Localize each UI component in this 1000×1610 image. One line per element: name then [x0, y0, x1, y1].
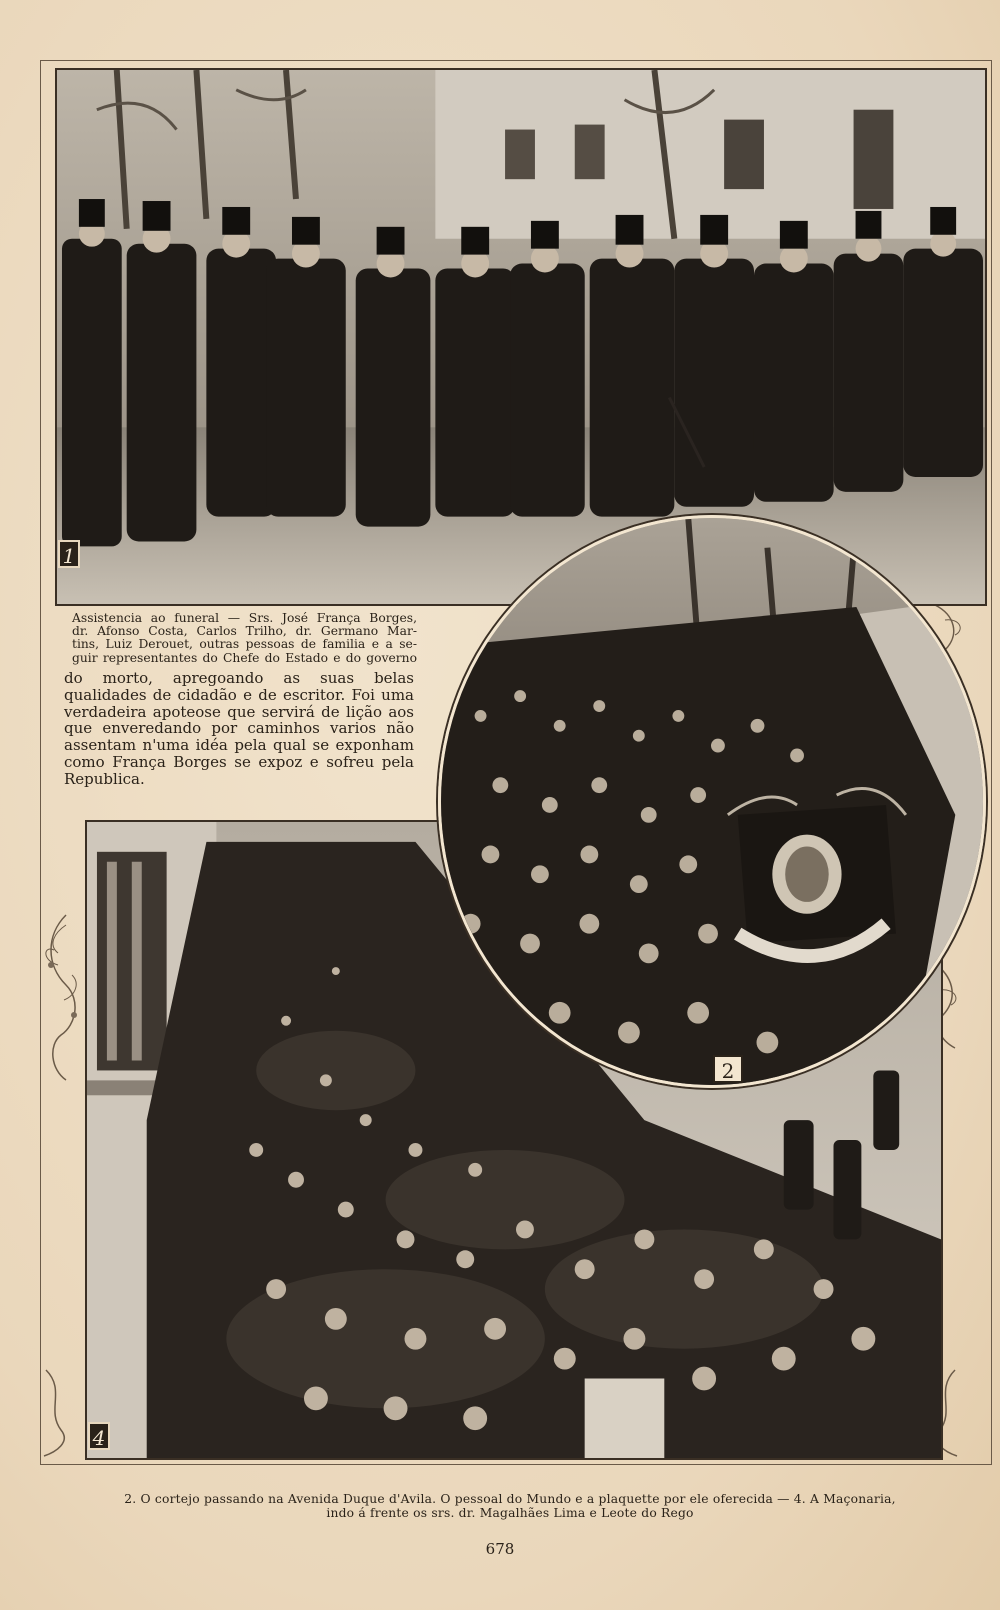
- vine-ornament-left-icon: [36, 905, 86, 1085]
- photo-number-badge: 2: [713, 1055, 743, 1083]
- photo-number-badge: 4: [88, 1422, 110, 1450]
- photo-number-badge: 1: [58, 540, 80, 568]
- photo-cortege-avenida: [438, 515, 986, 1088]
- photo-funeral-dignitaries: [55, 68, 987, 606]
- article-text: do morto, apregoando as suas belas qualidades de cidadão e de escritor. Foi uma verdadeira apoteose que servirá de lição aos que enveredando por caminhos varios não assentam n'uma idéa pela qual se exponham como França Borges se expoz e sofreu pela Republica.: [64, 669, 414, 788]
- photo-1-caption: [72, 612, 417, 665]
- caption-line: guir representantes do Chefe do Estado e do governo: [72, 650, 417, 665]
- caption-line: 2. O cortejo passando na Avenida Duque d'Avila. O pessoal do Mundo e a plaquette por ele oferecida — 4. A Maçonaria,: [124, 1492, 896, 1506]
- caption-line: dr. Afonso Costa, Carlos Trilho, dr. Germano Mar-: [72, 624, 417, 639]
- page-number: 678: [485, 1540, 515, 1558]
- photos-2-4-caption: [55, 1492, 965, 1520]
- caption-line: indo á frente os srs. dr. Magalhães Lima e Leote do Rego: [326, 1506, 694, 1520]
- scroll-ornament-left-icon: [36, 1360, 86, 1460]
- caption-line: Assistencia ao funeral — Srs. José França Borges,: [72, 611, 417, 625]
- caption-line: tins, Luiz Derouet, outras pessoas de familia e a se-: [72, 637, 417, 652]
